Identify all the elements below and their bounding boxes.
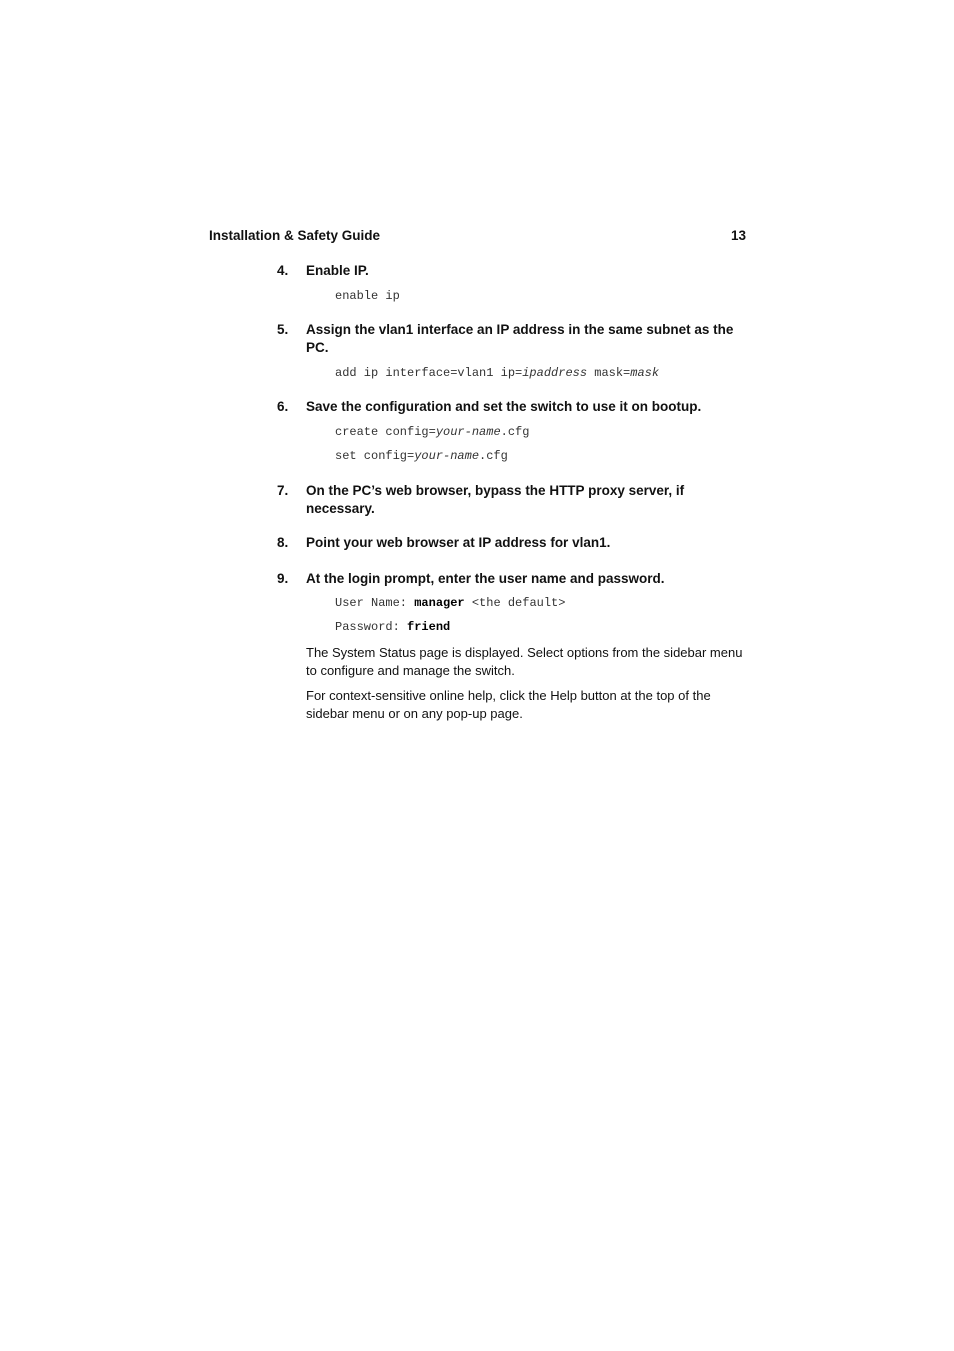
step-text: Assign the vlan1 interface an IP address in the same subnet as the PC. [306,322,734,355]
code-enable-ip [335,288,400,304]
step-number: 6. [277,399,289,414]
step-text: Save the configuration and set the switch to use it on bootup. [306,399,702,414]
code-set-config [335,448,508,464]
code-password [335,619,450,635]
code-add-ip [335,365,659,381]
code-text: .cfg [500,425,530,439]
step-text: At the login prompt, enter the user name and password. [306,571,665,586]
code-username [335,595,565,611]
page-number: 13 [730,228,746,243]
code-placeholder-name: your-name [435,425,501,439]
code-text: User Name: [335,596,415,610]
step-text: Point your web browser at IP address for vlan1. [306,535,611,550]
code-placeholder-name: your-name [414,449,480,463]
step-number: 7. [277,483,289,498]
code-text: set config= [335,449,415,463]
paragraph-system-status: The System Status page is displayed. Select options from the sidebar menu to configure and manage the switch. [306,645,743,678]
step-text: On the PC’s web browser, bypass the HTTP proxy server, if necessary. [306,483,685,516]
step-number: 9. [277,571,289,586]
code-text: create config= [335,425,436,439]
code-password-value: friend [407,620,451,634]
step-number: 4. [277,263,289,278]
paragraph-online-help: For context-sensitive online help, click the Help button at the top of the sidebar menu or on any pop-up page. [306,688,711,721]
code-text: Password: [335,620,408,634]
step-text: Enable IP. [306,263,369,278]
code-placeholder-ipaddress: ipaddress [522,366,588,380]
step-number: 8. [277,535,289,550]
step-number: 5. [277,322,289,337]
code-text: <the default> [464,596,566,610]
code-placeholder-mask: mask [630,366,660,380]
page-header [209,228,746,246]
code-text: enable ip [335,289,400,303]
code-username-value: manager [414,596,465,610]
code-text: .cfg [479,449,508,463]
document-title: Installation & Safety Guide [209,228,381,243]
code-create-config [335,424,529,440]
code-text: mask= [587,366,631,380]
code-text: add ip interface=vlan1 ip= [335,366,523,380]
